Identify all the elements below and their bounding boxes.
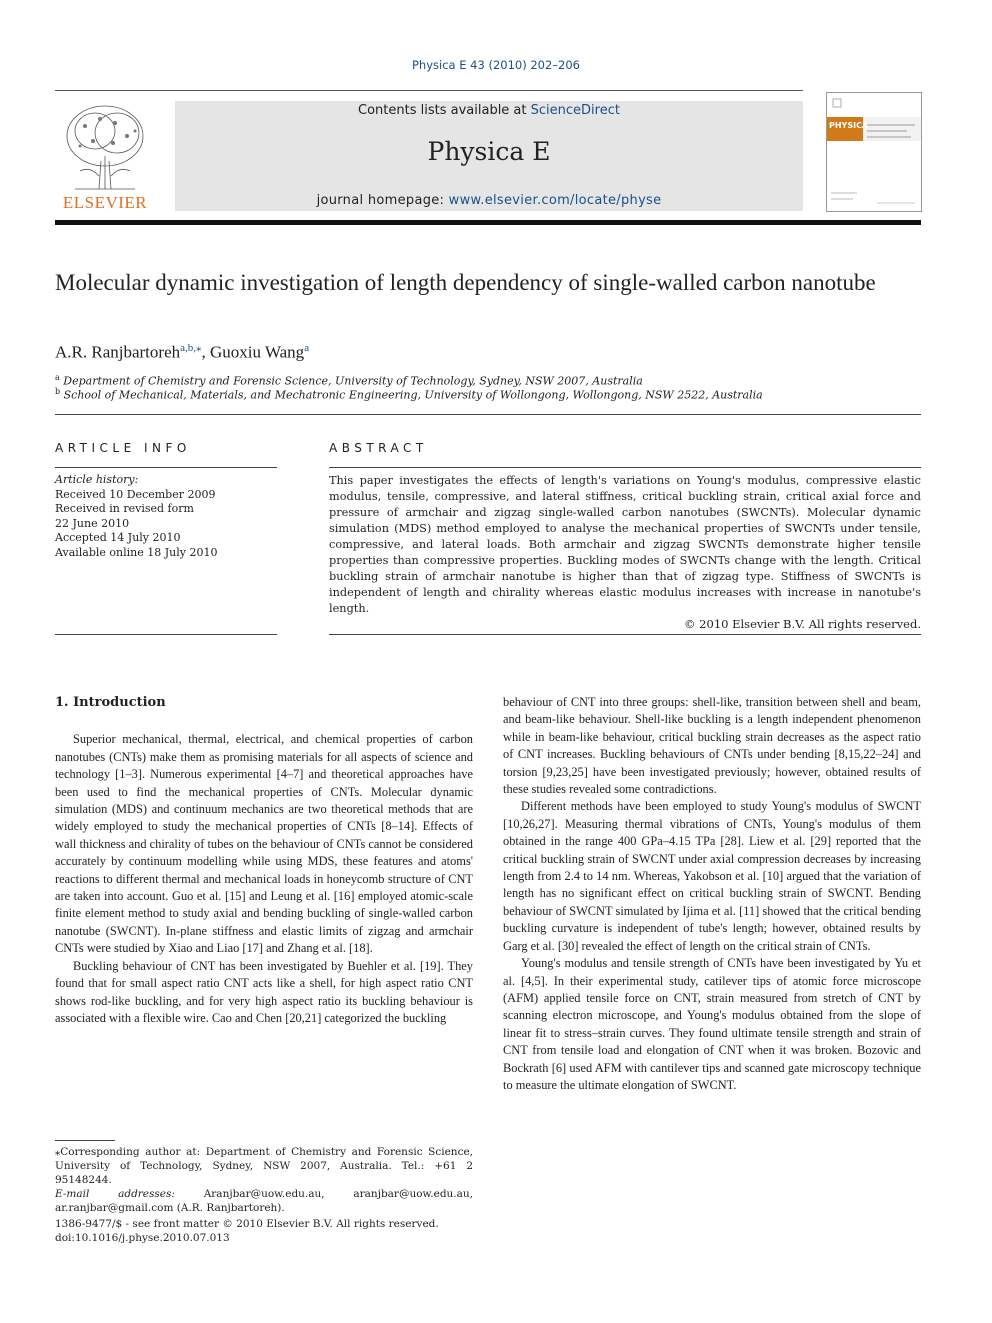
body-paragraph: Different methods have been employed to study Young's modulus of SWCNT [10,26,27]. Measuring thermal vibrations of CNTs, Young's modulus of them obtained in the range 400 GPa–4.15 TPa [28]. Liew et al. [29] reported that the critical buckling strain of SWCNT under axial compression decreases by increasing length from 2.4 to 14 nm. Whereas, Yakobson et al. [10] argued that the variation of length has no significant effect on critical buckling strain of SWCNT. Bending behaviour of SWCNT simulated by Ijima et al. [11] showed that the critical bending buckling curvature is independent of tube's length; however, obtained results by Garg et al. [30] revealed the effect of length on the critical strain of CNTs. — [503, 799, 921, 953]
affiliation-rule — [55, 414, 921, 415]
journal-cover-thumbnail[interactable] — [826, 92, 922, 212]
elsevier-logo[interactable] — [55, 101, 155, 211]
body-paragraph: behaviour of CNT into three groups: shell-like, transition between shell and beam, and beam-like behaviour. Shell-like buckling is a length independent phenomenon while in beam-like behaviour, critical buckling strain decreases as the aspect ratio of CNT increases. Buckling behaviours of CNTs under bending [8,15,22–24] and torsion [9,23,25] have been investigated previously; however, obtained results of these studies revealed some contradictions. — [503, 695, 921, 797]
email-line — [55, 1187, 473, 1215]
history-line: 22 June 2010 — [55, 516, 130, 530]
email-addresses[interactable]: Aranjbar@uow.edu.au, aranjbar@uow.edu.au, ar.ranjbar@gmail.com (A.R. Ranjbartoreh). — [55, 1188, 474, 1214]
homepage-prefix: journal homepage: — [316, 193, 449, 208]
affiliation-text: Department of Chemistry and Forensic Science, University of Technology, Sydney, NSW 2007, Australia — [63, 374, 643, 388]
contents-prefix: Contents lists available at — [358, 103, 531, 118]
contents-line — [175, 103, 803, 118]
body-paragraph: Young's modulus and tensile strength of CNTs have been investigated by Yu et al. [4,5]. In their experimental study, catilever tips of atomic force microscope (AFM) applied tensile force on CNT, strain measured from stretch of CNT by scanning electron microscope, and Young's modulus obtained from the slope of linear fit to stress–strain curves. They found ultimate tensile strength and strain of CNT from tensile load and elongation of CNT when it was broken. Bozovic and Bockrath [6] used AFM with cantilever tips and scanned gate microscopy technique to measure the ultimate elongation of SWCNT. — [503, 956, 921, 1092]
issn-line: 1386-9477/$ - see front matter © 2010 Elsevier B.V. All rights reserved. — [55, 1218, 439, 1230]
affiliation-mark: a — [55, 373, 60, 382]
author-list: A.R. Ranjbartoreh$^{a,b,⁎}$, Guoxiu Wang$^a$ — [55, 342, 310, 362]
corresponding-author-footnote — [55, 1145, 473, 1215]
homepage-line — [175, 193, 803, 208]
affiliation-mark: b — [55, 387, 61, 396]
abstract-bottom-rule — [329, 634, 921, 635]
author-name[interactable]: A.R. Ranjbartoreh — [55, 342, 181, 362]
elsevier-wordmark: ELSEVIER — [62, 193, 148, 212]
body-paragraph: Buckling behaviour of CNT has been investigated by Buehler et al. [19]. They found that for small aspect ratio CNT acts like a shell, for high aspect ratio CNT shows rod-like buckling, and for very high aspect ratio its buckling behaviour is associated with a flexible wire. Cao and Chen [20,21] categorized the buckling — [55, 958, 473, 1025]
affiliation-b — [55, 387, 763, 402]
history-line: Received 10 December 2009 — [55, 487, 216, 501]
doi-line[interactable]: doi:10.1016/j.physe.2010.07.013 — [55, 1232, 230, 1244]
cover-badge: PHYSICA — [829, 121, 869, 130]
abstract-heading: ABSTRACT — [329, 441, 428, 455]
header-thick-rule — [55, 220, 921, 225]
history-line: Accepted 14 July 2010 — [55, 531, 181, 544]
header-top-rule — [55, 90, 803, 91]
article-info-heading: ARTICLE INFO — [55, 441, 191, 455]
affiliation-text: School of Mechanical, Materials, and Mechatronic Engineering, University of Wollongong, Wollongong, NSW 2522, Australia — [63, 388, 763, 402]
abstract-rule — [329, 467, 921, 468]
corresponding-text: ⁎Corresponding author at: Department of Chemistry and Forensic Science, University of Technology, Sydney, NSW 2007, Australia. Tel.: +61 2 95148244. — [55, 1146, 473, 1186]
journal-title: Physica E — [427, 137, 551, 166]
journal-header-box — [175, 101, 803, 211]
abstract-copyright: © 2010 Elsevier B.V. All rights reserved. — [684, 617, 921, 631]
history-label: Article history: — [55, 473, 139, 486]
journal-citation[interactable]: Physica E 43 (2010) 202–206 — [412, 58, 580, 72]
author-affil-mark[interactable]: a — [304, 342, 310, 354]
footnote-rule — [55, 1140, 115, 1141]
sciencedirect-link[interactable]: ScienceDirect — [530, 103, 620, 118]
author-name[interactable]: Guoxiu Wang — [210, 342, 305, 362]
article-history — [55, 473, 277, 560]
email-label: E-mail addresses: — [55, 1188, 175, 1200]
article-title: Molecular dynamic investigation of length dependency of single-walled carbon nanotube — [55, 270, 876, 295]
homepage-link[interactable]: www.elsevier.com/locate/physe — [448, 193, 662, 208]
journal-cover-icon — [827, 93, 921, 211]
body-right-column — [503, 694, 921, 1094]
author-affil-mark[interactable]: a,b,⁎ — [180, 342, 202, 354]
history-line: Available online 18 July 2010 — [55, 545, 218, 559]
body-paragraph: Superior mechanical, thermal, electrical, and chemical properties of carbon nanotubes (CNTs) make them as promising materials for all aspects of science and technology [1–3]. Numerous experimental [4–7] and theoretical approaches have been used to find the mechanical properties of CNTs. Molecular dynamic simulation (MDS) and continuum mechanics are two theoretical methods that are widely employed to study the mechanical properties of CNTs [8–14]. Effects of wall thickness and chirality of tubes on the behaviour of CNTs cannot be considered accurately by continuum modelling while using MDS, these features and atoms' reactions to different thermal and mechanical loads in honeycomb structure of CNT are taken into account. Guo et al. [15] and Leung et al. [16] employed atomic-scale finite element method to study axial and bending buckling of single-walled carbon nanotube (SWCNT). In-plane stiffness and elastic limits of zigzag and armchair CNTs were studied by Xiao and Liao [17] and Zhang et al. [18]. — [55, 732, 473, 956]
abstract-text: This paper investigates the effects of length's variations on Young's modulus, compressive elastic modulus, tensile, compressive, and lateral stiffness, critical buckling strain, critical axial force and pressure of armchair and zigzag single-walled carbon nanotubes (SWCNTs). Molecular dynamic simulation (MDS) method employed to analyse the mechanical properties of SWCNTs under tensile, compressive, and lateral loads. Both armchair and zigzag SWCNTs demonstrate higher tensile properties than compressive properties. Buckling modes of SWCNTs change with the length. Critical buckling strain of armchair nanotube is higher than that of zigzag type. Stiffness of SWCNTs is independent of length and chirality whereas elastic modulus increases with increase in nanotube's length. — [329, 474, 921, 615]
issn-block — [55, 1217, 439, 1245]
history-line: Received in revised form — [55, 502, 194, 515]
section-heading: 1. Introduction — [55, 695, 166, 710]
body-left-column — [55, 694, 473, 1027]
affiliation-a — [55, 373, 643, 388]
article-info-bottom-rule — [55, 634, 277, 635]
article-info-rule — [55, 467, 277, 468]
